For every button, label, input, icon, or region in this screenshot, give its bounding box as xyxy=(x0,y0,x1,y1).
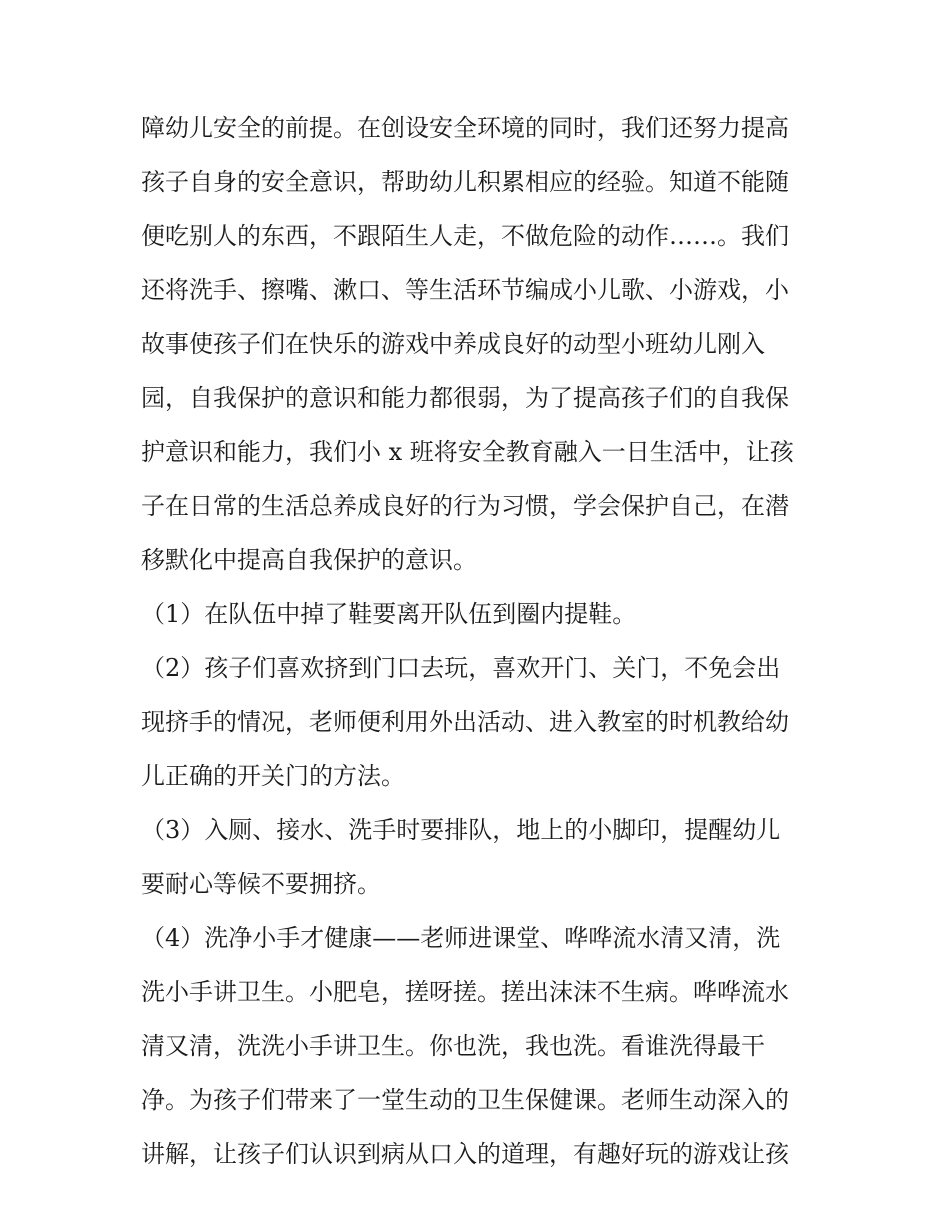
text-line: 清又清，洗洗小手讲卫生。你也洗，我也洗。看谁洗得最干 xyxy=(141,1032,765,1060)
text-line: 孩子自身的安全意识，帮助幼儿积累相应的经验。知道不能随 xyxy=(141,168,789,196)
text-line: 净。为孩子们带来了一堂生动的卫生保健课。老师生动深入的 xyxy=(141,1086,789,1114)
text-line: 便吃别人的东西，不跟陌生人走，不做危险的动作……。我们 xyxy=(141,222,789,250)
text-line: 障幼儿安全的前提。在创设安全环境的同时，我们还努力提高 xyxy=(141,114,789,142)
text-line: 护意识和能力，我们小 x 班将安全教育融入一日生活中，让孩 xyxy=(141,438,794,466)
list-item-4: （4）洗净小手才健康——老师进课堂、哗哗流水清又清，洗 xyxy=(141,924,781,952)
text-line: 儿正确的开关门的方法。 xyxy=(141,762,405,790)
text-line: 还将洗手、擦嘴、漱口、等生活环节编成小儿歌、小游戏，小 xyxy=(141,276,789,304)
text-line: 园，自我保护的意识和能力都很弱，为了提高孩子们的自我保 xyxy=(141,384,789,412)
text-line: 要耐心等候不要拥挤。 xyxy=(141,870,381,898)
list-item-3: （3）入厕、接水、洗手时要排队，地上的小脚印，提醒幼儿 xyxy=(141,816,781,844)
list-item-2: （2）孩子们喜欢挤到门口去玩，喜欢开门、关门，不免会出 xyxy=(141,654,781,682)
list-item-1: （1）在队伍中掉了鞋要离开队伍到圈内提鞋。 xyxy=(141,600,637,628)
text-line: 现挤手的情况，老师便利用外出活动、进入教室的时机教给幼 xyxy=(141,708,789,736)
body-text xyxy=(141,101,821,1181)
text-line: 洗小手讲卫生。小肥皂，搓呀搓。搓出沫沫不生病。哗哗流水 xyxy=(141,978,789,1006)
text-line: 讲解，让孩子们认识到病从口入的道理，有趣好玩的游戏让孩 xyxy=(141,1140,789,1168)
text-line: 子在日常的生活总养成良好的行为习惯，学会保护自己，在潜 xyxy=(141,492,789,520)
text-line: 故事使孩子们在快乐的游戏中养成良好的动型小班幼儿刚入 xyxy=(141,330,765,358)
text-line: 移默化中提高自我保护的意识。 xyxy=(141,546,477,574)
